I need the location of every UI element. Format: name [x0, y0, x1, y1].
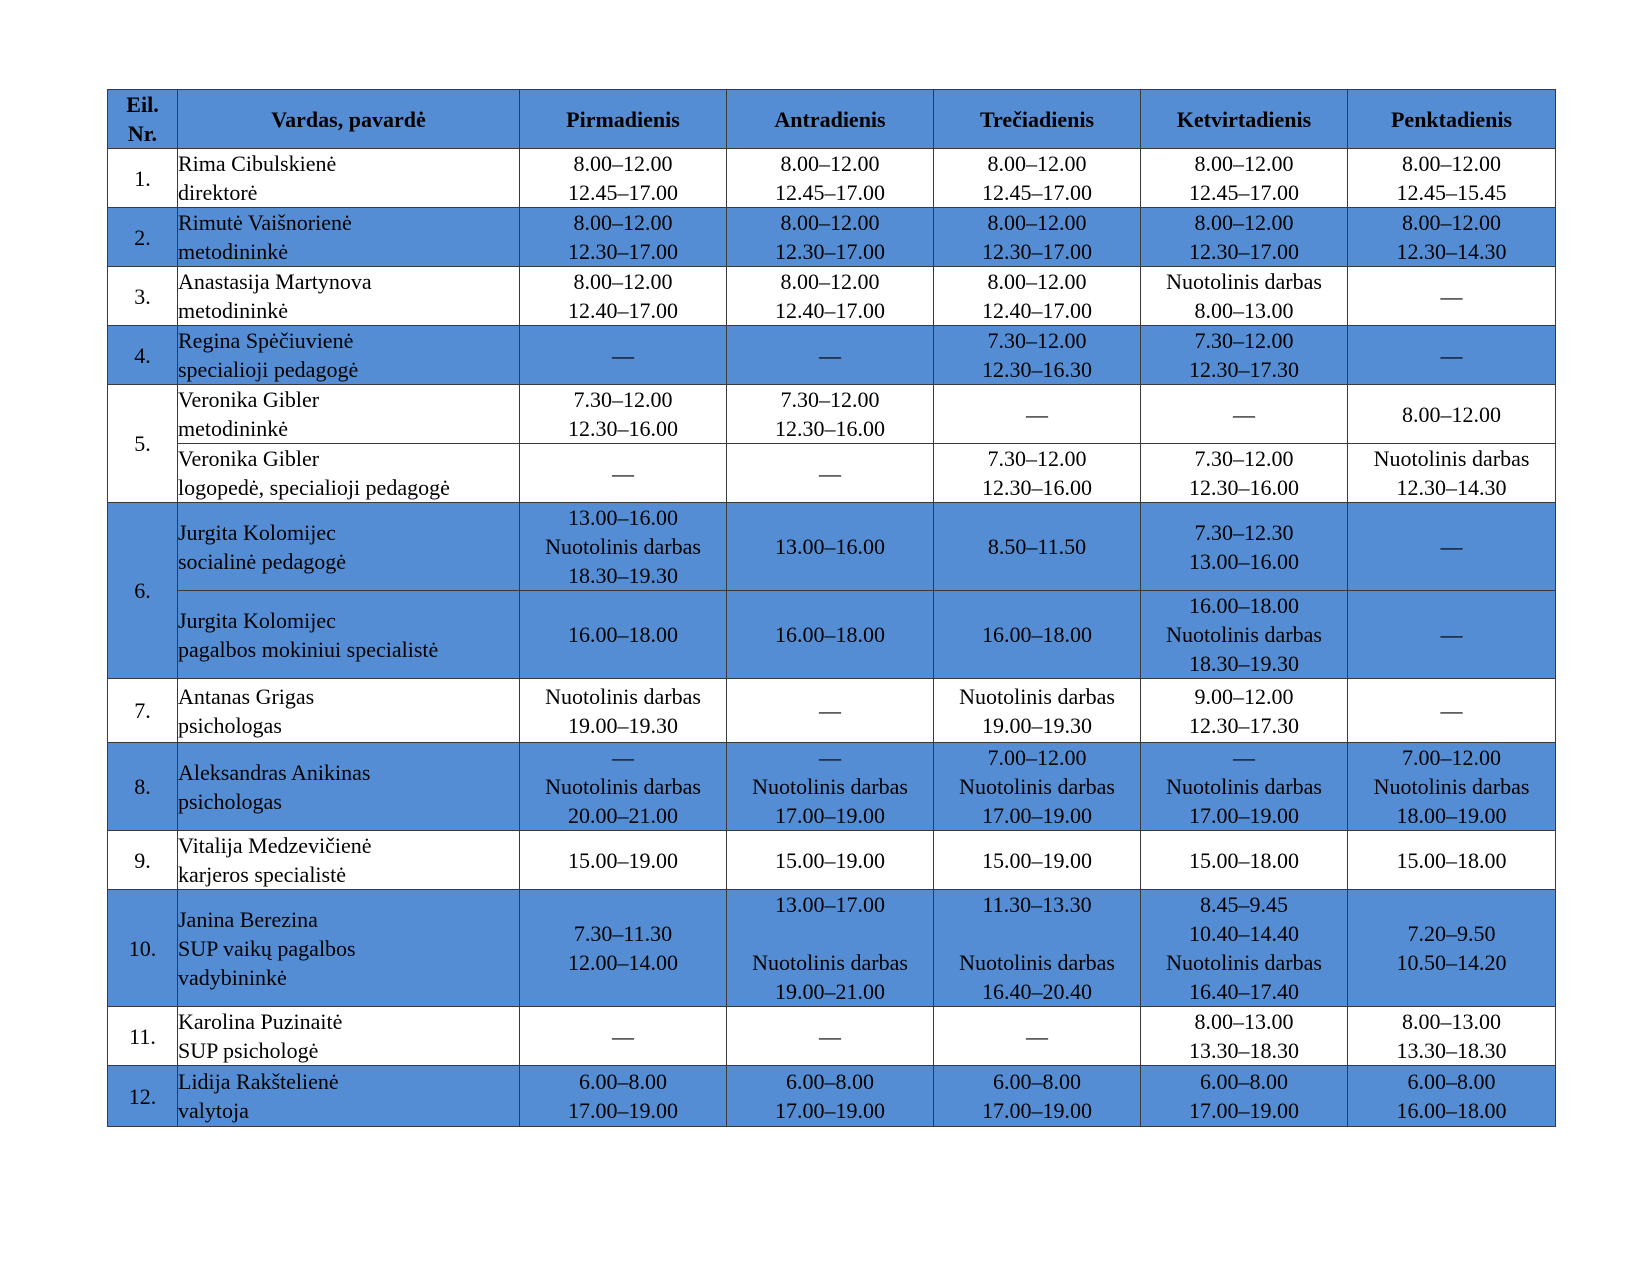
schedule-line: —	[819, 1023, 841, 1049]
schedule-cell	[1141, 208, 1348, 267]
schedule-line: —	[1026, 1023, 1048, 1049]
row-number: 9.	[108, 831, 178, 890]
schedule-line: 12.40–17.00	[982, 298, 1092, 323]
schedule-line: Nuotolinis darbas	[752, 950, 908, 975]
schedule-cell	[727, 208, 934, 267]
schedule-line: 12.40–17.00	[568, 298, 678, 323]
schedule-cell	[727, 890, 934, 1007]
table-row	[108, 890, 1556, 1007]
schedule-line: 12.45–17.00	[982, 180, 1092, 205]
row-number: 5.	[108, 385, 178, 503]
schedule-line: 8.00–12.00	[780, 151, 880, 176]
schedule-cell	[520, 1066, 727, 1127]
employee-line: Aleksandras Anikinas	[178, 759, 371, 785]
schedule-line: 15.00–19.00	[775, 847, 885, 873]
schedule-table	[107, 89, 1556, 1127]
employee-line: Lidija Rakštelienė	[178, 1069, 339, 1094]
header-number	[108, 90, 178, 149]
employee-cell	[178, 890, 520, 1007]
schedule-line: 17.00–19.00	[982, 1098, 1092, 1123]
schedule-line: —	[612, 460, 634, 486]
schedule-cell	[1348, 267, 1556, 326]
schedule-line: —	[1440, 283, 1463, 309]
schedule-line: 10.40–14.40	[1189, 921, 1299, 946]
schedule-line: 8.00–13.00	[1402, 1009, 1501, 1034]
schedule-cell	[1141, 1066, 1348, 1127]
schedule-line: 6.00–8.00	[786, 1069, 874, 1094]
schedule-cell	[520, 149, 727, 208]
schedule-line: Nuotolinis darbas	[959, 774, 1115, 799]
schedule-line: 8.45–9.45	[1200, 892, 1288, 917]
schedule-line: Nuotolinis darbas	[545, 774, 701, 799]
employee-line: Vitalija Medzevičienė	[178, 833, 372, 858]
schedule-line: 12.30–14.30	[1396, 475, 1507, 500]
schedule-cell	[934, 326, 1141, 385]
employee-line: direktorė	[178, 180, 258, 205]
schedule-line: 17.00–19.00	[982, 803, 1092, 828]
schedule-line: Nuotolinis darbas	[545, 683, 701, 709]
employee-cell	[178, 591, 520, 679]
schedule-cell	[934, 831, 1141, 890]
schedule-cell	[520, 385, 727, 444]
schedule-line: 15.00–18.00	[1189, 847, 1299, 873]
employee-line: Jurgita Kolomijec	[178, 607, 336, 633]
table-row	[108, 326, 1556, 385]
schedule-line: 19.00–19.30	[568, 712, 678, 738]
schedule-line: 13.00–16.00	[568, 505, 678, 530]
schedule-cell	[520, 591, 727, 679]
schedule-line: —	[819, 460, 841, 486]
schedule-cell	[520, 890, 727, 1007]
schedule-line: 8.00–12.00	[1402, 210, 1501, 235]
schedule-line: 8.00–12.00	[987, 151, 1087, 176]
schedule-cell	[727, 267, 934, 326]
schedule-cell	[934, 149, 1141, 208]
table-row	[108, 591, 1556, 679]
header-name: Vardas, pavardė	[178, 90, 520, 149]
table-header-row	[108, 90, 1556, 149]
employee-cell	[178, 444, 520, 503]
employee-line: Veronika Gibler	[178, 446, 320, 471]
schedule-cell	[1141, 326, 1348, 385]
schedule-cell	[1348, 1007, 1556, 1066]
table-row	[108, 503, 1556, 591]
schedule-line: 12.30–17.00	[982, 239, 1092, 264]
employee-cell	[178, 743, 520, 831]
schedule-cell	[1348, 679, 1556, 743]
schedule-line: Nuotolinis darbas	[959, 950, 1115, 975]
schedule-line: 12.30–16.00	[1189, 475, 1299, 500]
schedule-line: 7.30–12.00	[573, 387, 673, 412]
employee-cell	[178, 679, 520, 743]
schedule-line: 16.40–20.40	[982, 979, 1092, 1004]
schedule-line: 13.00–16.00	[775, 534, 885, 559]
schedule-line: 8.00–12.00	[573, 151, 673, 176]
schedule-line: 6.00–8.00	[579, 1069, 667, 1094]
employee-line: Jurgita Kolomijec	[178, 519, 336, 545]
schedule-line: Nuotolinis darbas	[1166, 950, 1322, 975]
schedule-cell	[727, 503, 934, 591]
schedule-cell	[934, 208, 1141, 267]
header-number-line: Eil.	[126, 92, 159, 117]
schedule-cell	[1141, 444, 1348, 503]
table-row	[108, 444, 1556, 503]
schedule-cell	[1141, 1007, 1348, 1066]
schedule-cell	[520, 743, 727, 831]
schedule-line: 12.45–17.00	[1189, 180, 1299, 205]
schedule-line: —	[819, 342, 841, 368]
schedule-line: 9.00–12.00	[1194, 683, 1294, 709]
employee-line: Regina Spėčiuvienė	[178, 328, 354, 353]
table-row	[108, 149, 1556, 208]
schedule-line: Nuotolinis darbas	[1166, 622, 1322, 647]
schedule-cell	[727, 591, 934, 679]
schedule-cell	[934, 679, 1141, 743]
schedule-line: 19.00–21.00	[775, 979, 885, 1004]
row-number: 4.	[108, 326, 178, 385]
schedule-cell	[1348, 208, 1556, 267]
schedule-line: 8.00–12.00	[1402, 151, 1501, 176]
schedule-line: —	[1440, 534, 1463, 559]
schedule-cell	[1348, 503, 1556, 591]
schedule-cell	[520, 679, 727, 743]
schedule-cell	[520, 267, 727, 326]
schedule-line: 7.30–12.30	[1194, 519, 1294, 545]
row-number: 2.	[108, 208, 178, 267]
schedule-line: 17.00–19.00	[1189, 1098, 1299, 1123]
table-row	[108, 743, 1556, 831]
schedule-line: 18.30–19.30	[1189, 651, 1299, 676]
schedule-line: 12.40–17.00	[775, 298, 885, 323]
schedule-cell	[1141, 385, 1348, 444]
schedule-line: 8.00–12.00	[780, 269, 880, 294]
schedule-line: 12.30–17.00	[1189, 239, 1299, 264]
schedule-line: 7.00–12.00	[987, 745, 1087, 770]
employee-line: SUP psichologė	[178, 1038, 319, 1063]
schedule-line: 8.00–12.00	[780, 210, 880, 235]
schedule-line: 17.00–19.00	[568, 1098, 678, 1123]
header-day: Penktadienis	[1348, 90, 1556, 149]
schedule-cell	[934, 267, 1141, 326]
schedule-line: —	[612, 342, 634, 368]
schedule-line: 8.00–12.00	[987, 210, 1087, 235]
schedule-cell	[1141, 149, 1348, 208]
employee-line: psichologas	[178, 788, 282, 814]
schedule-cell	[1348, 326, 1556, 385]
schedule-line: 20.00–21.00	[568, 803, 678, 828]
schedule-cell	[1348, 831, 1556, 890]
schedule-line: —	[1233, 745, 1255, 770]
schedule-line: 12.45–17.00	[775, 180, 885, 205]
employee-line: Rimutė Vaišnorienė	[178, 210, 352, 235]
schedule-cell	[1348, 149, 1556, 208]
employee-line: Antanas Grigas	[178, 683, 315, 709]
employee-line: valytoja	[178, 1098, 249, 1123]
schedule-cell	[727, 385, 934, 444]
schedule-line: 16.00–18.00	[1189, 593, 1299, 618]
employee-cell	[178, 831, 520, 890]
schedule-line: 7.30–12.00	[987, 446, 1087, 471]
schedule-line: 6.00–8.00	[993, 1069, 1081, 1094]
header-day: Pirmadienis	[520, 90, 727, 149]
schedule-cell	[520, 208, 727, 267]
schedule-line: 16.00–18.00	[775, 622, 885, 647]
schedule-cell	[727, 444, 934, 503]
row-number: 3.	[108, 267, 178, 326]
schedule-cell	[1141, 267, 1348, 326]
schedule-line: 15.00–19.00	[568, 847, 678, 873]
schedule-line: Nuotolinis darbas	[1373, 774, 1530, 799]
schedule-line: 13.30–18.30	[1396, 1038, 1507, 1063]
table-row	[108, 831, 1556, 890]
schedule-line: 8.00–12.00	[573, 269, 673, 294]
schedule-line: 8.00–12.00	[987, 269, 1087, 294]
schedule-line: 12.30–16.00	[775, 416, 885, 441]
schedule-line: Nuotolinis darbas	[1166, 269, 1322, 294]
row-number: 11.	[108, 1007, 178, 1066]
schedule-line: 6.00–8.00	[1407, 1069, 1496, 1094]
schedule-line: 8.00–13.00	[1194, 298, 1294, 323]
employee-line: socialinė pedagogė	[178, 548, 346, 574]
employee-line: Rima Cibulskienė	[178, 151, 337, 176]
schedule-line: 8.00–12.00	[1194, 210, 1294, 235]
row-number: 1.	[108, 149, 178, 208]
employee-cell	[178, 267, 520, 326]
schedule-line: 12.30–17.00	[568, 239, 678, 264]
schedule-cell	[520, 503, 727, 591]
schedule-line: —	[1440, 342, 1463, 368]
schedule-line: 7.20–9.50	[1407, 921, 1496, 946]
schedule-line: —	[1233, 401, 1255, 427]
schedule-line: 6.00–8.00	[1200, 1069, 1288, 1094]
employee-line: metodininkė	[178, 239, 288, 264]
schedule-line: 12.30–16.00	[982, 475, 1092, 500]
employee-line: Janina Berezina	[178, 906, 318, 932]
row-number: 6.	[108, 503, 178, 679]
row-number: 12.	[108, 1066, 178, 1127]
schedule-cell	[1141, 503, 1348, 591]
schedule-line: —	[819, 745, 841, 770]
table-row	[108, 208, 1556, 267]
schedule-cell	[727, 831, 934, 890]
header-day: Trečiadienis	[934, 90, 1141, 149]
employee-cell	[178, 1066, 520, 1127]
schedule-cell	[934, 444, 1141, 503]
schedule-line: 13.00–17.00	[775, 892, 885, 917]
schedule-cell	[1348, 1066, 1556, 1127]
header-number-line: Nr.	[127, 121, 158, 146]
schedule-line: 7.30–12.00	[1194, 328, 1294, 353]
schedule-cell	[934, 1007, 1141, 1066]
schedule-line: —	[1440, 622, 1463, 647]
schedule-line: 8.00–12.00	[573, 210, 673, 235]
schedule-line: 12.30–17.30	[1189, 712, 1299, 738]
schedule-line: 12.30–14.30	[1396, 239, 1507, 264]
row-number: 10.	[108, 890, 178, 1007]
employee-cell	[178, 326, 520, 385]
schedule-cell	[727, 743, 934, 831]
schedule-line: 15.00–18.00	[1396, 847, 1507, 873]
table-row	[108, 267, 1556, 326]
employee-cell	[178, 503, 520, 591]
schedule-line: Nuotolinis darbas	[752, 774, 908, 799]
schedule-line: 17.00–19.00	[775, 1098, 885, 1123]
schedule-line: 16.00–18.00	[982, 622, 1092, 647]
schedule-cell	[1348, 385, 1556, 444]
schedule-line: 12.30–16.30	[982, 357, 1092, 382]
schedule-line: Nuotolinis darbas	[959, 683, 1115, 709]
schedule-cell	[520, 326, 727, 385]
schedule-line: 18.00–19.00	[1396, 803, 1507, 828]
schedule-line: 13.00–16.00	[1189, 548, 1299, 574]
schedule-line: 8.00–12.00	[1402, 401, 1501, 427]
schedule-line: 16.40–17.40	[1189, 979, 1299, 1004]
schedule-line: 8.00–13.00	[1194, 1009, 1294, 1034]
schedule-line: 17.00–19.00	[775, 803, 885, 828]
row-number: 8.	[108, 743, 178, 831]
employee-line: metodininkė	[178, 416, 288, 441]
employee-line: Veronika Gibler	[178, 387, 320, 412]
schedule-line: 8.00–12.00	[1194, 151, 1294, 176]
schedule-line: Nuotolinis darbas	[1373, 446, 1530, 471]
table-row	[108, 1066, 1556, 1127]
employee-line: pagalbos mokiniui specialistė	[178, 636, 439, 662]
schedule-line: Nuotolinis darbas	[1166, 774, 1322, 799]
schedule-line: Nuotolinis darbas	[545, 534, 701, 559]
schedule-line: 12.45–15.45	[1396, 180, 1507, 205]
employee-cell	[178, 208, 520, 267]
schedule-line: —	[1440, 698, 1463, 723]
employee-line: Karolina Puzinaitė	[178, 1009, 343, 1034]
schedule-cell	[727, 1066, 934, 1127]
schedule-line: 12.45–17.00	[568, 180, 678, 205]
schedule-line: 18.30–19.30	[568, 563, 678, 588]
schedule-cell	[727, 679, 934, 743]
schedule-line: 13.30–18.30	[1189, 1038, 1299, 1063]
schedule-cell	[520, 1007, 727, 1066]
schedule-line: 15.00–19.00	[982, 847, 1092, 873]
schedule-line: 7.00–12.00	[1402, 745, 1501, 770]
schedule-line: 16.00–18.00	[568, 622, 678, 647]
schedule-cell	[1141, 591, 1348, 679]
employee-line: Anastasija Martynova	[178, 269, 372, 294]
employee-line: SUP vaikų pagalbos	[178, 935, 356, 961]
employee-line: logopedė, specialioji pedagogė	[178, 475, 450, 500]
schedule-cell	[1141, 831, 1348, 890]
schedule-cell	[1141, 679, 1348, 743]
employee-line: vadybininkė	[178, 964, 287, 990]
table-row	[108, 385, 1556, 444]
schedule-cell	[727, 326, 934, 385]
employee-cell	[178, 149, 520, 208]
schedule-cell	[1141, 743, 1348, 831]
schedule-cell	[520, 444, 727, 503]
schedule-cell	[934, 890, 1141, 1007]
schedule-line: 7.30–11.30	[573, 921, 673, 946]
employee-line: specialioji pedagogė	[178, 357, 359, 382]
schedule-line: —	[819, 698, 841, 723]
schedule-cell	[934, 503, 1141, 591]
schedule-cell	[1141, 890, 1348, 1007]
schedule-line: 10.50–14.20	[1396, 950, 1507, 975]
schedule-cell	[934, 743, 1141, 831]
schedule-cell	[727, 1007, 934, 1066]
schedule-line: 17.00–19.00	[1189, 803, 1299, 828]
schedule-cell	[1348, 890, 1556, 1007]
employee-line: metodininkė	[178, 298, 288, 323]
header-day: Ketvirtadienis	[1141, 90, 1348, 149]
employee-cell	[178, 385, 520, 444]
row-number: 7.	[108, 679, 178, 743]
schedule-line	[727, 919, 933, 948]
schedule-cell	[934, 385, 1141, 444]
schedule-cell	[934, 591, 1141, 679]
schedule-cell	[1348, 743, 1556, 831]
schedule-line: 16.00–18.00	[1396, 1098, 1507, 1123]
schedule-line: 12.00–14.00	[568, 950, 678, 975]
table-row	[108, 1007, 1556, 1066]
employee-line: karjeros specialistė	[178, 862, 346, 887]
schedule-line: —	[612, 745, 634, 770]
table-row	[108, 679, 1556, 743]
header-day: Antradienis	[727, 90, 934, 149]
schedule-line: 7.30–12.00	[780, 387, 880, 412]
schedule-line: 11.30–13.30	[982, 892, 1092, 917]
schedule-line: 12.30–17.00	[775, 239, 885, 264]
schedule-cell	[520, 831, 727, 890]
schedule-cell	[1348, 444, 1556, 503]
schedule-line: —	[612, 1023, 634, 1049]
employee-cell	[178, 1007, 520, 1066]
schedule-cell	[934, 1066, 1141, 1127]
schedule-line: —	[1026, 401, 1048, 427]
schedule-cell	[1348, 591, 1556, 679]
schedule-cell	[727, 149, 934, 208]
schedule-line: 12.30–16.00	[568, 416, 678, 441]
schedule-line: 12.30–17.30	[1189, 357, 1299, 382]
schedule-line: 19.00–19.30	[982, 712, 1092, 738]
schedule-line: 8.50–11.50	[987, 534, 1087, 559]
schedule-body	[108, 149, 1556, 1127]
schedule-line: 7.30–12.00	[1194, 446, 1294, 471]
employee-line: psichologas	[178, 712, 282, 738]
schedule-line	[934, 919, 1140, 948]
schedule-line: 7.30–12.00	[987, 328, 1087, 353]
